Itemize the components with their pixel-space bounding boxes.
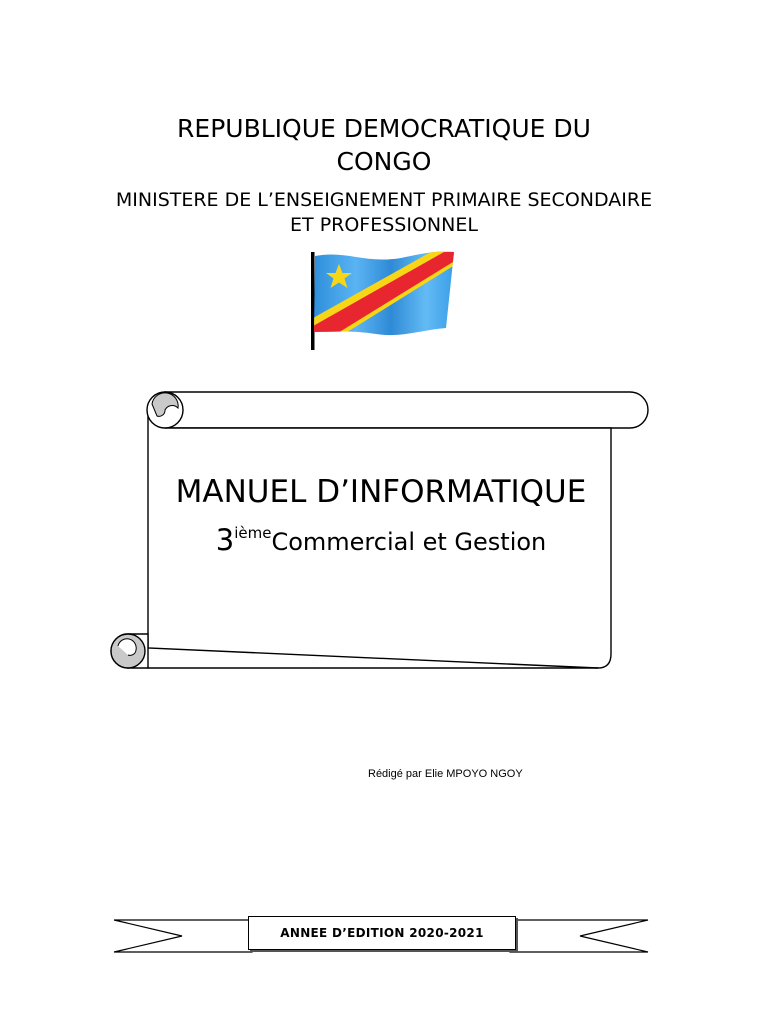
grade-number: 3 xyxy=(215,523,235,557)
author-credit: Rédigé par Elie MPOYO NGOY xyxy=(368,768,523,780)
manual-title: MANUEL D’INFORMATIQUE xyxy=(175,474,587,510)
country-title-line1: REPUBLIQUE DEMOCRATIQUE DU xyxy=(177,114,591,143)
edition-label: ANNEE D’EDITION 2020-2021 xyxy=(248,916,516,950)
grade-suffix: ième xyxy=(234,524,272,542)
country-title-line2: CONGO xyxy=(336,147,432,176)
scroll-top-roll xyxy=(165,392,648,428)
ministry-title-line1: MINISTERE DE L’ENSEIGNEMENT PRIMAIRE SECONDAIRE xyxy=(115,189,653,211)
country-title xyxy=(0,112,768,178)
ribbon-left-tail xyxy=(114,920,252,952)
manual-subtitle xyxy=(150,516,612,559)
ribbon-right-tail xyxy=(510,920,648,952)
flag-pole xyxy=(311,252,315,350)
section-name: Commercial et Gestion xyxy=(271,528,547,556)
drc-flag-icon xyxy=(306,248,458,352)
ministry-title-line2: ET PROFESSIONNEL xyxy=(290,214,478,236)
ministry-title xyxy=(0,188,768,238)
